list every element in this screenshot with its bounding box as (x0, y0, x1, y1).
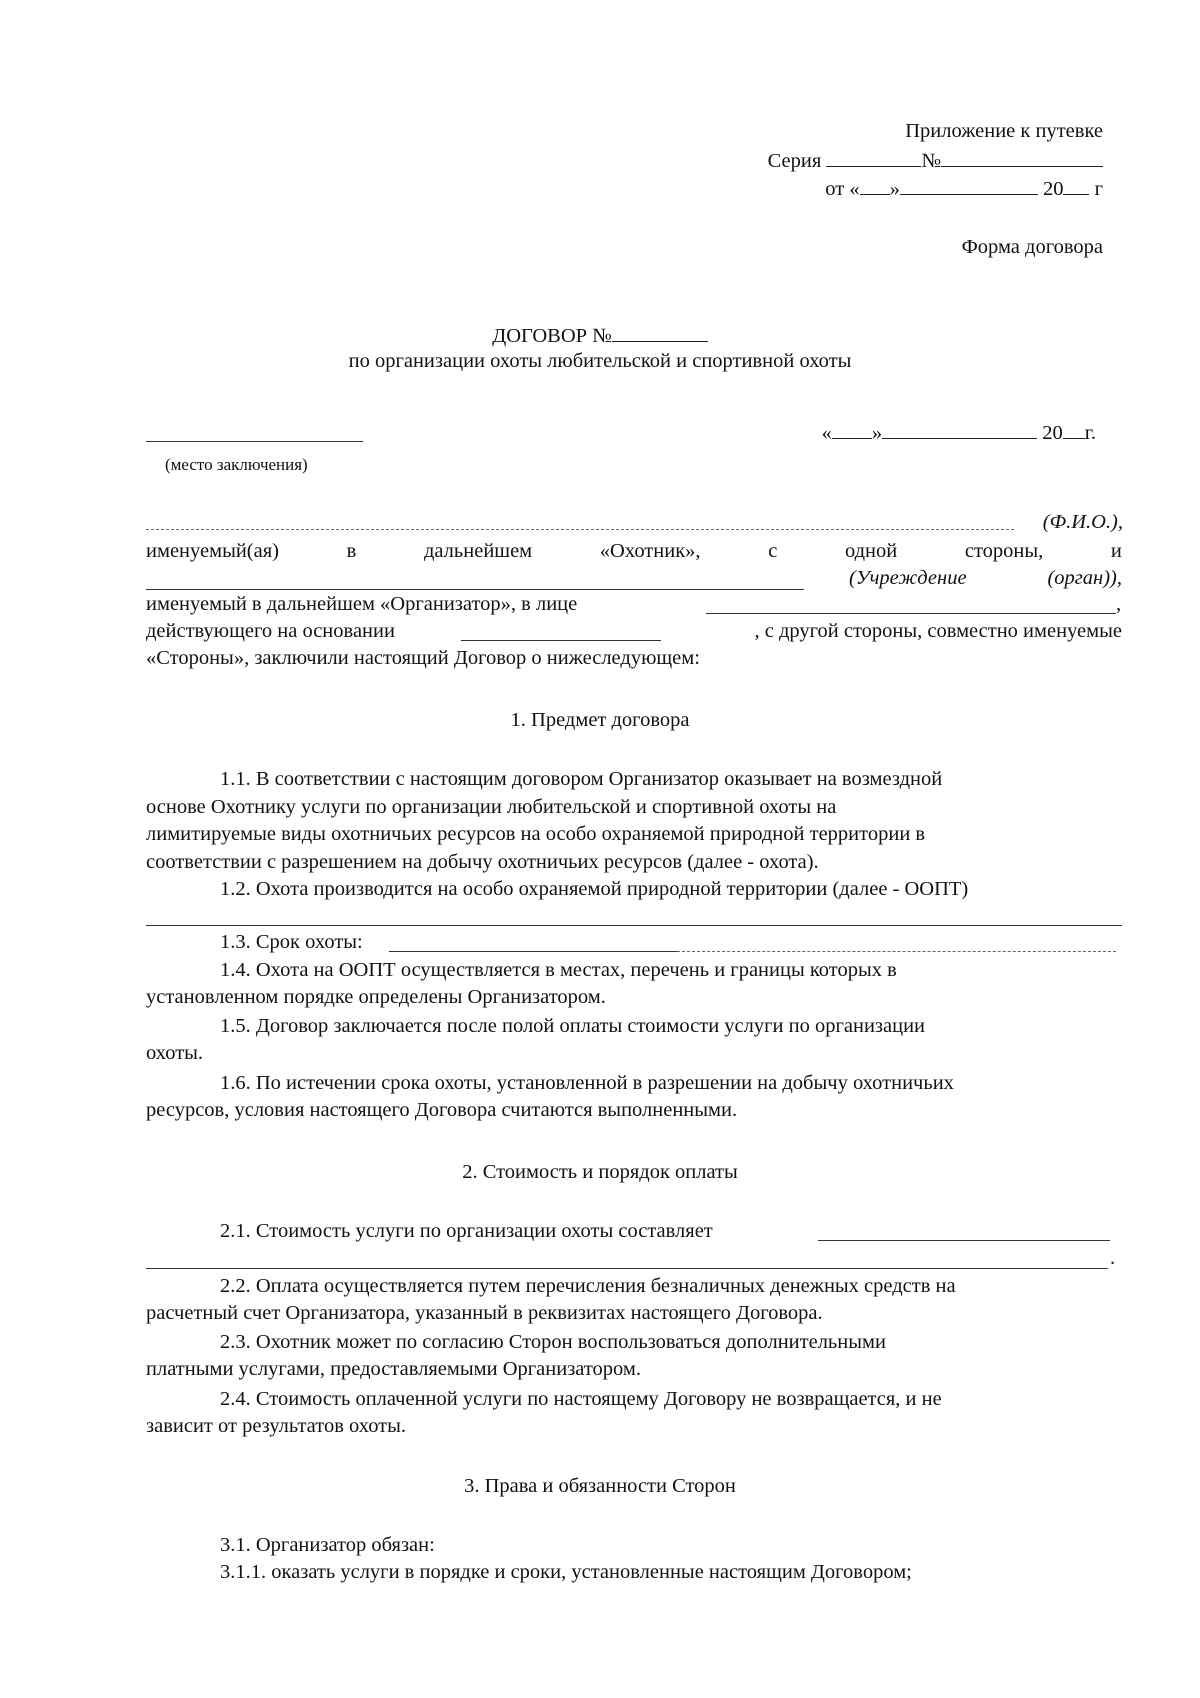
hunter-fio-blank (146, 529, 1014, 530)
clause-1-2: 1.2. Охота производится на особо охраняемой природной территории (далее - ООПТ) (220, 878, 969, 900)
series-blank (826, 146, 921, 167)
date-month-blank (882, 418, 1037, 439)
word-3: дальнейшем (423, 540, 533, 562)
basis-blank (461, 640, 661, 641)
contract-title (0, 321, 1200, 349)
clause-2-3-line-1: 2.3. Охотник может по согласию Сторон воспользоваться дополнительными (220, 1331, 886, 1353)
clause-1-5-line-1: 1.5. Договор заключается после полой оплаты стоимости услуги по организации (220, 1015, 926, 1037)
number-blank (941, 146, 1103, 167)
word-7: стороны, (964, 540, 1044, 562)
clause-2-3-line-2: платными услугами, предоставляемыми Организатором. (146, 1358, 642, 1380)
fio-caption: (Ф.И.О.), (1042, 511, 1123, 533)
basis-label: действующего на основании (146, 620, 395, 642)
clause-2-4-line-1: 2.4. Стоимость оплаченной услуги по настоящему Договору не возвращается, и не (220, 1388, 942, 1410)
parties-agreement: «Стороны», заключили настоящий Договор о нижеследующем: (146, 647, 700, 669)
clause-1-5-line-2: охоты. (146, 1042, 204, 1064)
cost-blank (818, 1240, 1110, 1241)
from-close: » (889, 178, 900, 200)
section-1-heading: 1. Предмет договора (510, 709, 690, 731)
date-close-quote: » (871, 422, 883, 444)
word-4: «Охотник», (599, 540, 701, 562)
date-open-quote: « (821, 422, 832, 444)
contract-subtitle: по организации охоты любительской и спортивной охоты (348, 350, 852, 372)
day-blank (860, 174, 890, 195)
contract-title-text: ДОГОВОР № (492, 325, 612, 347)
clause-1-1-line-4: соответствии с разрешением на добычу охотничьих ресурсов (далее - охота). (146, 851, 819, 873)
month-blank (900, 174, 1038, 195)
clause-1-1-line-2: основе Охотнику услуги по организации любительской и спортивной охоты на (146, 796, 837, 818)
date-day-blank (832, 418, 872, 439)
clause-1-1-line-1: 1.1. В соответствии с настоящим договором Организатор оказывает на возмездной (220, 768, 943, 790)
word-5: с (768, 540, 778, 562)
date-year-suffix: г. (1084, 422, 1096, 444)
year-prefix: 20 (1042, 178, 1064, 200)
institution-caption-a: (Учреждение (849, 567, 967, 589)
place-caption: (место заключения) (165, 455, 308, 474)
hunt-term-blank (389, 951, 677, 952)
cost-end-period: . (1110, 1247, 1116, 1269)
contract-number-blank (612, 321, 708, 342)
representative-blank (706, 613, 1116, 614)
hunt-term-blank-ext (677, 951, 1116, 952)
date-year-prefix: 20 (1042, 422, 1063, 444)
institution-blank (146, 589, 804, 590)
territory-blank (146, 925, 1122, 926)
contract-date (822, 418, 1096, 446)
section-3-heading: 3. Права и обязанности Сторон (464, 1475, 736, 1497)
section-2-heading: 2. Стоимость и порядок оплаты (462, 1161, 738, 1183)
clause-1-6-line-1: 1.6. По истечении срока охоты, установленной в разрешении на добычу охотничьих (220, 1072, 954, 1094)
clause-1-4-line-1: 1.4. Охота на ООПТ осуществляется в местах, перечень и границы которых в (220, 959, 897, 981)
clause-1-4-line-2: установленном порядке определены Организатором. (146, 986, 606, 1008)
clause-1-3: 1.3. Срок охоты: (220, 931, 363, 953)
word-8: и (1110, 540, 1122, 562)
line4-comma: , (1116, 593, 1122, 615)
other-side-text: , с другой стороны, совместно именуемые (754, 620, 1122, 642)
clause-2-2-line-1: 2.2. Оплата осуществляется путем перечисления безналичных денежных средств на (220, 1275, 956, 1297)
place-blank (146, 441, 363, 442)
clause-2-1: 2.1. Стоимость услуги по организации охоты составляет (220, 1220, 713, 1242)
clause-3-1-1: 3.1.1. оказать услуги в порядке и сроки, установленные настоящим Договором; (220, 1561, 912, 1583)
institution-caption (849, 565, 1122, 591)
year-blank (1063, 174, 1089, 195)
word-6: одной (844, 540, 898, 562)
clause-1-6-line-2: ресурсов, условия настоящего Договора считаются выполненными. (146, 1099, 738, 1121)
from-date-line (825, 174, 1103, 202)
clause-2-2-line-2: расчетный счет Организатора, указанный в реквизитах настоящего Договора. (146, 1302, 823, 1324)
year-suffix: г (1094, 178, 1103, 200)
parties-line-2 (146, 538, 1122, 564)
number-sign: № (921, 150, 941, 172)
from-label: от « (825, 178, 860, 200)
clause-3-1: 3.1. Организатор обязан: (220, 1534, 435, 1556)
word-2: в (346, 540, 357, 562)
clause-1-1-line-3: лимитируемые виды охотничьих ресурсов на особо охраняемой природной территории в (146, 823, 926, 845)
series-label: Серия (767, 150, 822, 172)
clause-2-4-line-2: зависит от результатов охоты. (146, 1415, 407, 1437)
date-year-blank (1063, 418, 1085, 439)
institution-caption-b: (орган)), (1047, 567, 1122, 589)
organizer-text: именуемый в дальнейшем «Организатор», в лице (146, 593, 578, 615)
word-1: именуемый(ая) (146, 540, 279, 562)
appendix-label: Приложение к путевке (905, 120, 1103, 142)
form-label: Форма договора (961, 236, 1103, 258)
cost-blank-2 (146, 1268, 1108, 1269)
series-line (768, 146, 1103, 174)
